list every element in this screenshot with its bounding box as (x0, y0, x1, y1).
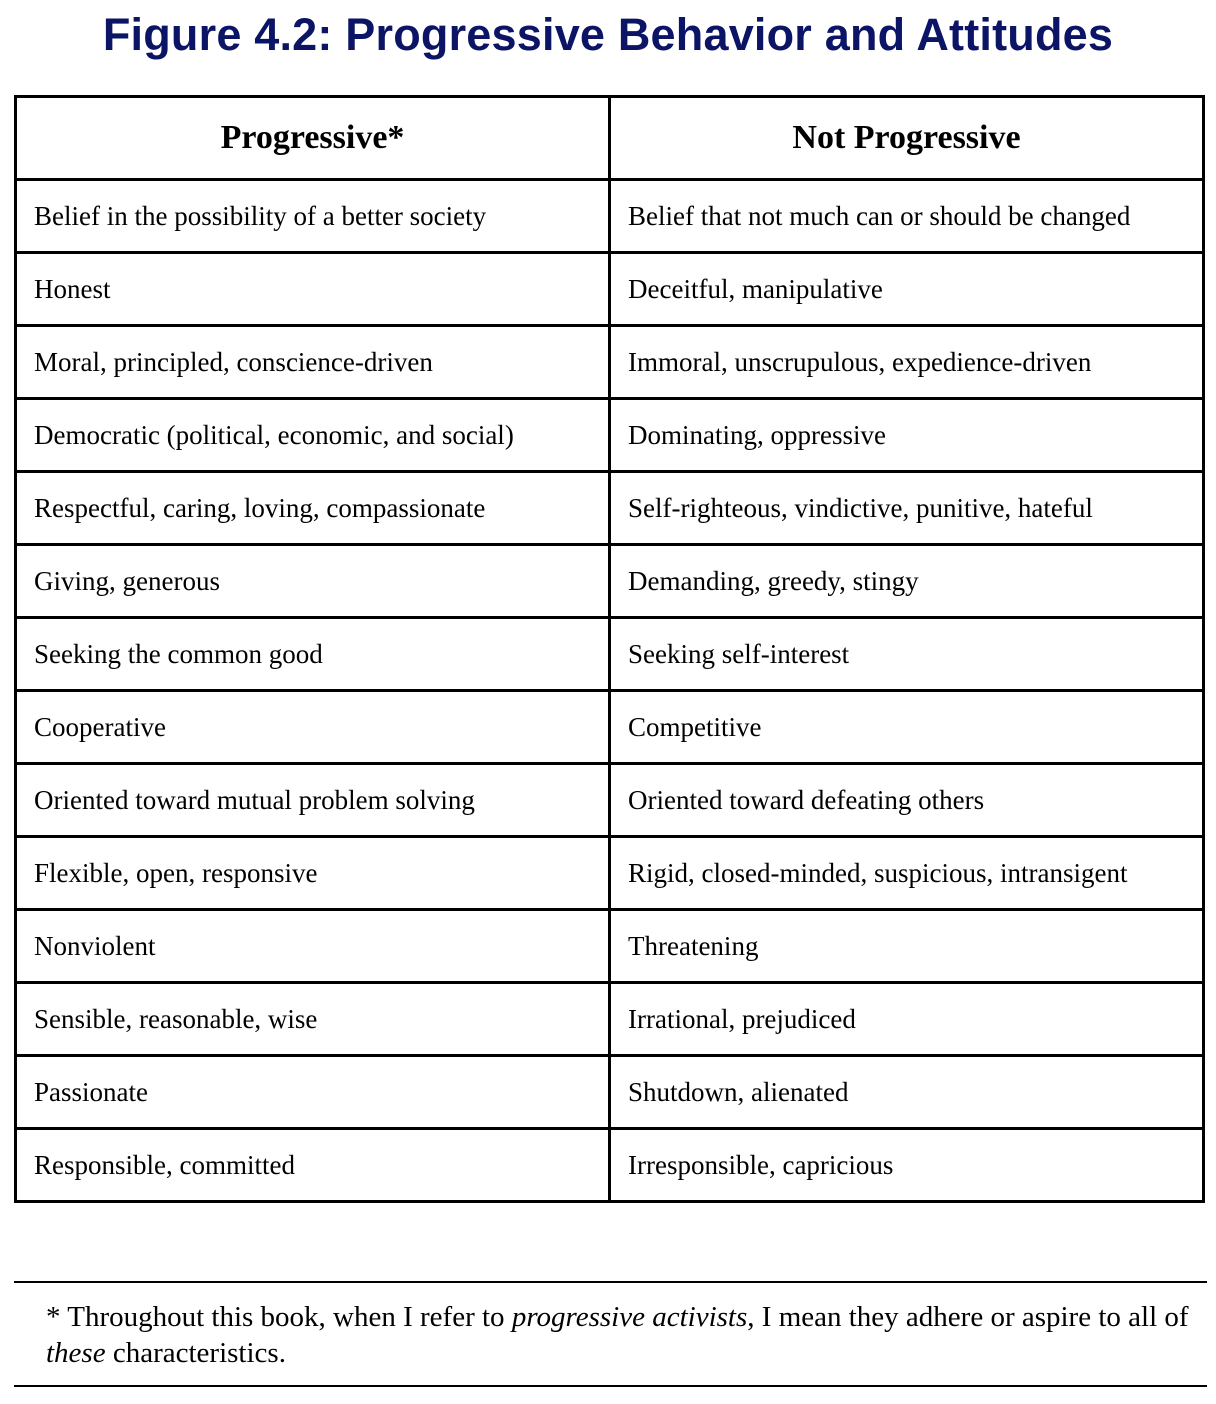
cell-progressive: Flexible, open, responsive (16, 837, 610, 910)
cell-not-progressive: Dominating, oppressive (610, 399, 1204, 472)
cell-progressive: Nonviolent (16, 910, 610, 983)
comparison-table (14, 95, 1205, 1203)
table-row (16, 910, 1204, 983)
cell-not-progressive: Oriented toward defeating others (610, 764, 1204, 837)
table-row (16, 764, 1204, 837)
cell-progressive: Moral, principled, conscience-driven (16, 326, 610, 399)
table-row (16, 545, 1204, 618)
table-row (16, 326, 1204, 399)
table-row (16, 618, 1204, 691)
cell-not-progressive: Shutdown, alienated (610, 1056, 1204, 1129)
table-row (16, 253, 1204, 326)
table-row (16, 180, 1204, 253)
cell-progressive: Responsible, committed (16, 1129, 610, 1202)
cell-progressive: Seeking the common good (16, 618, 610, 691)
table-row (16, 399, 1204, 472)
cell-progressive: Giving, generous (16, 545, 610, 618)
table-body (16, 180, 1204, 1202)
table-row (16, 837, 1204, 910)
cell-progressive: Belief in the possibility of a better society (16, 180, 610, 253)
cell-not-progressive: Immoral, unscrupulous, expedience-driven (610, 326, 1204, 399)
cell-not-progressive: Belief that not much can or should be changed (610, 180, 1204, 253)
cell-not-progressive: Deceitful, manipulative (610, 253, 1204, 326)
footnote-text: , I mean they adhere or aspire to all of (747, 1301, 1189, 1333)
cell-not-progressive: Threatening (610, 910, 1204, 983)
column-header-progressive: Progressive* (16, 97, 610, 180)
cell-progressive: Democratic (political, economic, and social) (16, 399, 610, 472)
footnote-text: * Throughout this book, when I refer to (46, 1301, 512, 1333)
cell-not-progressive: Demanding, greedy, stingy (610, 545, 1204, 618)
figure-title: Figure 4.2: Progressive Behavior and Attitudes (102, 9, 1114, 60)
table-header-row (16, 97, 1204, 180)
cell-not-progressive: Self-righteous, vindictive, punitive, hateful (610, 472, 1204, 545)
table-row (16, 691, 1204, 764)
cell-not-progressive: Irresponsible, capricious (610, 1129, 1204, 1202)
cell-progressive: Cooperative (16, 691, 610, 764)
cell-progressive: Honest (16, 253, 610, 326)
cell-not-progressive: Rigid, closed-minded, suspicious, intransigent (610, 837, 1204, 910)
footnote (14, 1281, 1207, 1387)
cell-progressive: Oriented toward mutual problem solving (16, 764, 610, 837)
table-row (16, 1056, 1204, 1129)
table-row (16, 983, 1204, 1056)
footnote-emphasis: these (46, 1337, 106, 1369)
cell-progressive: Passionate (16, 1056, 610, 1129)
cell-not-progressive: Competitive (610, 691, 1204, 764)
cell-not-progressive: Seeking self-interest (610, 618, 1204, 691)
cell-progressive: Respectful, caring, loving, compassionate (16, 472, 610, 545)
footnote-text: characteristics. (105, 1337, 286, 1369)
column-header-not-progressive: Not Progressive (610, 97, 1204, 180)
table-row (16, 472, 1204, 545)
table-row (16, 1129, 1204, 1202)
footnote-emphasis: progressive activists (511, 1301, 748, 1333)
cell-not-progressive: Irrational, prejudiced (610, 983, 1204, 1056)
cell-progressive: Sensible, reasonable, wise (16, 983, 610, 1056)
